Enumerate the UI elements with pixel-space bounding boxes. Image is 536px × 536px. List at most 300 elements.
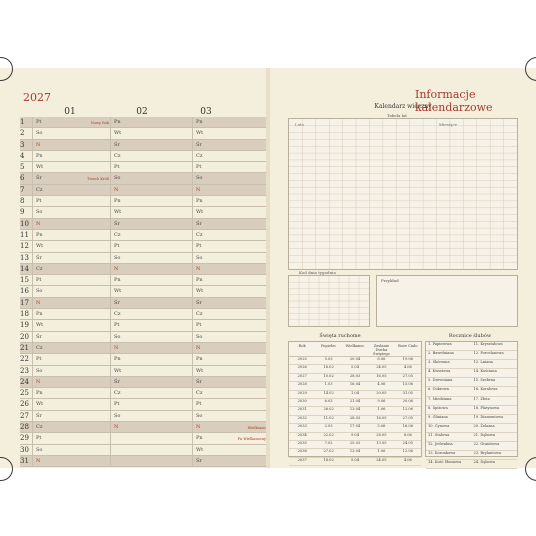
day-cell[interactable]: [192, 207, 268, 218]
day-cell[interactable]: [110, 388, 193, 399]
years-header: Lata: [295, 122, 305, 127]
day-number: 26: [20, 400, 29, 409]
weekday-label: Cz: [196, 311, 203, 318]
day-cell[interactable]: [32, 173, 111, 184]
weekday-label: Pt: [36, 356, 42, 363]
anniversary-row: [426, 360, 517, 369]
anniversary-cell: 23. Brylantowa: [473, 451, 502, 456]
anniversary-cell: 11. Stalowa: [428, 432, 450, 437]
weekday-label: So: [196, 412, 203, 419]
moving-header-cell: Boże Ciało: [398, 344, 418, 348]
anniversary-cell: 14. Kościana: [473, 369, 497, 374]
moving-holidays-table: [288, 341, 422, 462]
day-cell[interactable]: [32, 377, 111, 388]
day-cell[interactable]: [110, 241, 193, 252]
day-cell[interactable]: [110, 445, 193, 456]
day-cell[interactable]: [32, 388, 111, 399]
anniversary-row: [426, 433, 517, 442]
weekday-label: Pn: [196, 435, 203, 442]
day-number: 9: [20, 208, 25, 217]
weekday-label: So: [196, 254, 203, 261]
moving-cell: 9.06: [377, 398, 386, 403]
weekday-label: N: [36, 220, 41, 227]
day-number: 24: [20, 377, 29, 386]
day-cell[interactable]: [192, 332, 268, 343]
day-number: 11: [20, 230, 29, 239]
weekday-label: Wt: [36, 243, 44, 250]
weekday-label: Cz: [196, 152, 203, 159]
moving-cell: 18.02: [323, 457, 334, 462]
day-number: 25: [20, 389, 29, 398]
moving-row: [289, 449, 421, 457]
anniversary-cell: 12. Porcelanowa: [473, 351, 504, 356]
weekday-label: Wt: [114, 367, 122, 374]
day-row: [20, 320, 267, 331]
day-cell[interactable]: [32, 275, 111, 286]
day-cell[interactable]: [32, 196, 111, 207]
weekday-label: N: [114, 344, 119, 351]
weekday-label: Pn: [196, 277, 203, 284]
weekday-label: Śr: [114, 220, 120, 227]
weekday-label: Cz: [196, 231, 203, 238]
day-number: 17: [20, 298, 29, 307]
anniversary-cell: 3. Skórzana: [428, 360, 450, 365]
weekday-label: N: [196, 424, 201, 431]
weekday-label: Cz: [36, 424, 43, 431]
weekday-grid-lines: [289, 276, 369, 326]
anniversary-cell: 11. Kryształowa: [473, 342, 503, 346]
day-cell[interactable]: [192, 309, 268, 320]
weekday-label: So: [114, 412, 121, 419]
day-number: 16: [20, 287, 29, 296]
moving-cell: 10.02: [323, 373, 334, 378]
weekday-label: Pt: [196, 164, 202, 171]
day-cell[interactable]: [110, 422, 193, 433]
weekday-label: Pt: [36, 119, 42, 125]
day-number: 30: [20, 445, 29, 454]
moving-cell: 27.05: [402, 415, 413, 420]
day-number: 31: [20, 456, 29, 465]
anniversary-row: [426, 387, 517, 396]
day-cell[interactable]: [192, 173, 268, 184]
day-cell[interactable]: [110, 117, 193, 128]
moving-row: [289, 416, 421, 424]
day-cell[interactable]: [32, 422, 111, 433]
moving-cell: 6.03: [324, 398, 333, 403]
weekday-label: Wt: [196, 130, 204, 137]
anniversary-row: [426, 415, 517, 424]
day-cell[interactable]: [110, 151, 193, 162]
day-cell[interactable]: [192, 128, 268, 139]
example-box: [376, 275, 518, 327]
weekday-label: N: [36, 457, 41, 464]
day-cell[interactable]: [192, 422, 268, 433]
day-cell[interactable]: [32, 264, 111, 275]
weekday-label: Pn: [196, 198, 203, 205]
day-cell[interactable]: [110, 456, 193, 467]
moving-cell: 12.06: [402, 407, 413, 412]
day-cell[interactable]: [192, 162, 268, 173]
weekday-label: Wt: [196, 209, 204, 216]
weekday-code-title: Kod dnia tygodnia: [299, 270, 336, 275]
moving-header-cell: Popielec: [320, 344, 337, 348]
day-cell[interactable]: [192, 411, 268, 422]
day-cell[interactable]: [110, 332, 193, 343]
day-number: 13: [20, 253, 29, 262]
weekday-label: Pn: [36, 390, 43, 397]
moving-cell: 4.06: [377, 382, 386, 387]
day-number: 27: [20, 411, 29, 420]
day-cell[interactable]: [110, 433, 193, 444]
day-cell[interactable]: [192, 117, 268, 128]
weekday-label: Pt: [196, 322, 202, 329]
day-cell[interactable]: [192, 151, 268, 162]
day-cell[interactable]: [32, 411, 111, 422]
moving-cell: 2037: [297, 457, 307, 462]
day-row: [20, 219, 267, 230]
moving-cell: 5.04: [351, 365, 360, 370]
anniversary-cell: 21. Dębowa: [473, 432, 496, 437]
weekday-label: Cz: [114, 231, 121, 238]
moving-header-cell: Wielkanoc: [345, 344, 365, 348]
weekday-label: Cz: [114, 152, 121, 159]
anniversaries-table: [425, 341, 518, 465]
moving-cell: 1.04: [351, 390, 360, 395]
moving-holidays-title: Święta ruchome: [319, 333, 361, 339]
day-cell[interactable]: [110, 173, 193, 184]
day-row: [20, 196, 267, 207]
day-row: [20, 377, 267, 388]
day-row: [20, 253, 267, 264]
day-cell[interactable]: [110, 399, 193, 410]
day-cell[interactable]: [192, 286, 268, 297]
anniversary-row: [426, 342, 517, 351]
day-cell[interactable]: [32, 399, 111, 410]
day-cell[interactable]: [32, 219, 111, 230]
moving-cell: 16.04: [349, 382, 361, 387]
day-cell[interactable]: [192, 399, 268, 410]
day-cell[interactable]: [110, 298, 193, 309]
day-cell[interactable]: [32, 140, 111, 151]
weekday-label: Wt: [114, 288, 122, 295]
day-cell[interactable]: [110, 377, 193, 388]
weekday-label: So: [114, 254, 121, 261]
anniversary-cell: 18. Platynowa: [473, 405, 500, 410]
anniversary-row: [426, 378, 517, 387]
weekday-label: Pt: [196, 401, 202, 408]
weekday-label: Śr: [36, 254, 42, 261]
moving-cell: 2029: [297, 390, 307, 395]
moving-cell: 1.06: [377, 449, 386, 454]
moving-cell: 2028: [297, 382, 307, 387]
day-row: [20, 354, 267, 365]
day-cell[interactable]: [32, 433, 111, 444]
day-row: [20, 151, 267, 162]
day-cell[interactable]: [110, 230, 193, 241]
corner-mark: [525, 457, 536, 481]
day-number: 18: [20, 310, 29, 319]
moving-row: [289, 433, 421, 441]
anniversary-cell: 8. Spiżowa: [428, 405, 448, 410]
weekday-label: Śr: [114, 299, 120, 306]
weekday-label: So: [196, 333, 203, 340]
weekday-label: N: [114, 424, 119, 431]
perpetual-title: Kalendarz wieczny: [374, 103, 432, 110]
moving-row: [289, 407, 421, 415]
weekday-label: Śr: [196, 378, 202, 385]
moving-cell: 4.06: [403, 365, 412, 370]
weekday-label: Wt: [196, 288, 204, 295]
moving-row: [289, 357, 421, 365]
moving-cell: 17.04: [349, 424, 361, 429]
moving-row: [289, 374, 421, 382]
weekday-label: Cz: [114, 311, 121, 318]
weekday-label: Śr: [114, 378, 120, 385]
day-cell[interactable]: [32, 320, 111, 331]
day-row: [20, 433, 267, 444]
weekday-label: Wt: [36, 401, 44, 408]
anniversary-cell: 24. Dębowa: [473, 460, 496, 465]
weekday-label: N: [196, 265, 201, 272]
weekday-label: Pn: [36, 231, 43, 238]
example-title: Przykład: [381, 278, 399, 283]
day-cell[interactable]: [110, 286, 193, 297]
moving-cell: 20.06: [402, 398, 413, 403]
day-cell[interactable]: [192, 433, 268, 444]
weekday-label: Cz: [36, 344, 43, 351]
day-cell[interactable]: [110, 354, 193, 365]
weekday-label: Pt: [36, 277, 42, 284]
anniversary-row: [426, 442, 517, 451]
day-cell[interactable]: [110, 275, 193, 286]
anniversary-cell: 22. Granitowa: [473, 442, 500, 447]
moving-cell: 2.03: [324, 424, 333, 429]
day-number: 2: [20, 129, 25, 138]
moving-cell: 24.05: [402, 440, 413, 445]
day-row: [20, 173, 267, 184]
day-cell[interactable]: [110, 128, 193, 139]
day-cell[interactable]: [32, 298, 111, 309]
moving-cell: 27.02: [323, 449, 334, 454]
day-number: 4: [20, 151, 25, 160]
holiday-note: Trzech Króli: [87, 177, 109, 182]
moving-cell: 12.06: [402, 449, 413, 454]
moving-row: [289, 458, 421, 466]
day-number: 20: [20, 332, 29, 341]
moving-row: [289, 441, 421, 449]
weekday-label: Pt: [36, 198, 42, 205]
moving-cell: 7.02: [324, 440, 333, 445]
moving-cell: 2025: [297, 357, 307, 361]
weekday-label: Śr: [36, 412, 42, 419]
anniversary-cell: 12. Jedwabna: [428, 442, 453, 447]
anniversary-row: [426, 424, 517, 433]
day-row: [20, 117, 267, 128]
anniversary-row: [426, 406, 517, 415]
day-number: 21: [20, 343, 29, 352]
anniversary-cell: 7. Miedziana: [428, 396, 452, 401]
day-cell[interactable]: [192, 377, 268, 388]
day-cell[interactable]: [110, 207, 193, 218]
day-number: 3: [20, 140, 25, 149]
weekday-label: Śr: [196, 299, 202, 306]
corner-mark: [0, 457, 13, 481]
weekday-label: Wt: [114, 130, 122, 137]
planner-spread: [0, 68, 536, 468]
holiday-note: Pn Wielkanocny: [237, 437, 266, 442]
day-cell[interactable]: [192, 354, 268, 365]
weekday-label: So: [36, 209, 43, 216]
moving-cell: 1.03: [324, 382, 333, 387]
right-page: [270, 68, 536, 468]
anniversary-cell: 16. Koralowa: [473, 387, 498, 392]
anniversary-cell: 13. Lniana: [473, 360, 493, 365]
day-cell[interactable]: [110, 309, 193, 320]
day-cell[interactable]: [192, 253, 268, 264]
day-cell[interactable]: [192, 366, 268, 377]
day-cell[interactable]: [110, 343, 193, 354]
day-row: [20, 264, 267, 275]
day-number: 15: [20, 276, 29, 285]
day-cell[interactable]: [110, 140, 193, 151]
anniversary-cell: 10. Cynowa: [428, 423, 450, 428]
weekday-label: Śr: [114, 141, 120, 148]
day-cell[interactable]: [192, 185, 268, 196]
day-cell[interactable]: [192, 320, 268, 331]
weekday-label: Pn: [196, 356, 203, 363]
weekday-label: Pn: [114, 356, 121, 363]
moving-cell: 31.05: [402, 390, 413, 395]
moving-cell: 8.06: [377, 357, 386, 361]
weekday-label: N: [36, 141, 41, 148]
weekday-label: Pn: [114, 119, 121, 125]
day-row: [20, 140, 267, 151]
weekday-label: Pn: [196, 119, 203, 125]
day-cell[interactable]: [32, 309, 111, 320]
weekday-label: Wt: [114, 209, 122, 216]
day-cell[interactable]: [192, 230, 268, 241]
month-grid: [20, 117, 267, 467]
weekday-label: So: [114, 333, 121, 340]
day-cell[interactable]: [32, 207, 111, 218]
day-number: 29: [20, 434, 29, 443]
anniversary-cell: 1. Papierowa: [428, 342, 452, 346]
day-row: [20, 241, 267, 252]
day-cell[interactable]: [32, 286, 111, 297]
day-row: [20, 185, 267, 196]
moving-cell: 28.05: [376, 432, 387, 437]
info-title: Informacje kalendarzowe: [415, 88, 493, 114]
day-cell[interactable]: [110, 196, 193, 207]
day-cell[interactable]: [192, 343, 268, 354]
day-number: 22: [20, 355, 29, 364]
day-cell[interactable]: [32, 241, 111, 252]
day-cell[interactable]: [192, 219, 268, 230]
day-cell[interactable]: [110, 162, 193, 173]
day-cell[interactable]: [32, 456, 111, 467]
day-cell[interactable]: [192, 275, 268, 286]
day-cell[interactable]: [32, 445, 111, 456]
weekday-label: Pn: [114, 198, 121, 205]
day-cell[interactable]: [32, 151, 111, 162]
day-cell[interactable]: [192, 388, 268, 399]
perpetual-calendar-table: [288, 113, 518, 270]
moving-cell: 20.04: [349, 357, 361, 361]
day-cell[interactable]: [192, 241, 268, 252]
moving-cell: 28.03: [349, 373, 361, 378]
day-cell[interactable]: [32, 128, 111, 139]
day-cell[interactable]: [110, 185, 193, 196]
day-number: 12: [20, 242, 29, 251]
day-cell[interactable]: [192, 456, 268, 467]
day-cell[interactable]: [32, 366, 111, 377]
weekday-label: Cz: [196, 390, 203, 397]
anniversary-row: [426, 451, 517, 460]
day-cell[interactable]: [192, 298, 268, 309]
moving-row: [289, 424, 421, 432]
day-number: 5: [20, 163, 25, 172]
moving-cell: 20.05: [376, 390, 387, 395]
moving-cell: 13.04: [349, 449, 361, 454]
day-cell[interactable]: [192, 445, 268, 456]
day-cell[interactable]: [110, 253, 193, 264]
day-row: [20, 388, 267, 399]
weekday-label: Pn: [36, 311, 43, 318]
moving-cell: 19.06: [402, 357, 413, 361]
day-cell[interactable]: [110, 219, 193, 230]
day-cell[interactable]: [192, 140, 268, 151]
day-cell[interactable]: [192, 196, 268, 207]
anniversary-cell: 13. Koronkowa: [428, 451, 456, 456]
day-cell[interactable]: [32, 230, 111, 241]
anniversary-row: [426, 460, 517, 469]
day-cell[interactable]: [110, 366, 193, 377]
day-row: [20, 456, 267, 467]
moving-cell: 27.05: [402, 373, 413, 378]
moving-cell: 16.05: [376, 373, 387, 378]
weekday-label: N: [36, 378, 41, 385]
moving-cell: 2027: [297, 373, 307, 378]
day-cell[interactable]: [32, 117, 111, 128]
day-cell[interactable]: [32, 332, 111, 343]
anniversary-cell: 19. Diamentowa: [473, 414, 504, 419]
day-cell[interactable]: [32, 253, 111, 264]
day-cell[interactable]: [192, 264, 268, 275]
anniversary-cell: 5. Drewniana: [428, 378, 453, 383]
moving-cell: 2035: [297, 440, 307, 445]
moving-cell: 13.05: [376, 440, 387, 445]
day-row: [20, 411, 267, 422]
weekday-label: Cz: [36, 186, 43, 193]
day-cell[interactable]: [32, 343, 111, 354]
day-cell[interactable]: [110, 411, 193, 422]
moving-cell: 24.05: [376, 365, 387, 370]
day-cell[interactable]: [32, 185, 111, 196]
day-cell[interactable]: [110, 264, 193, 275]
corner-mark: [0, 57, 13, 81]
weekday-label: N: [196, 186, 201, 193]
day-cell[interactable]: [32, 354, 111, 365]
day-cell[interactable]: [32, 162, 111, 173]
moving-header-cell: Rok: [298, 344, 306, 348]
weekday-label: Pt: [36, 435, 42, 442]
day-cell[interactable]: [110, 320, 193, 331]
anniversary-cell: 17. Złota: [473, 396, 490, 401]
day-row: [20, 162, 267, 173]
weekday-label: Cz: [36, 265, 43, 272]
weekday-label: Pt: [114, 322, 120, 329]
day-row: [20, 343, 267, 354]
